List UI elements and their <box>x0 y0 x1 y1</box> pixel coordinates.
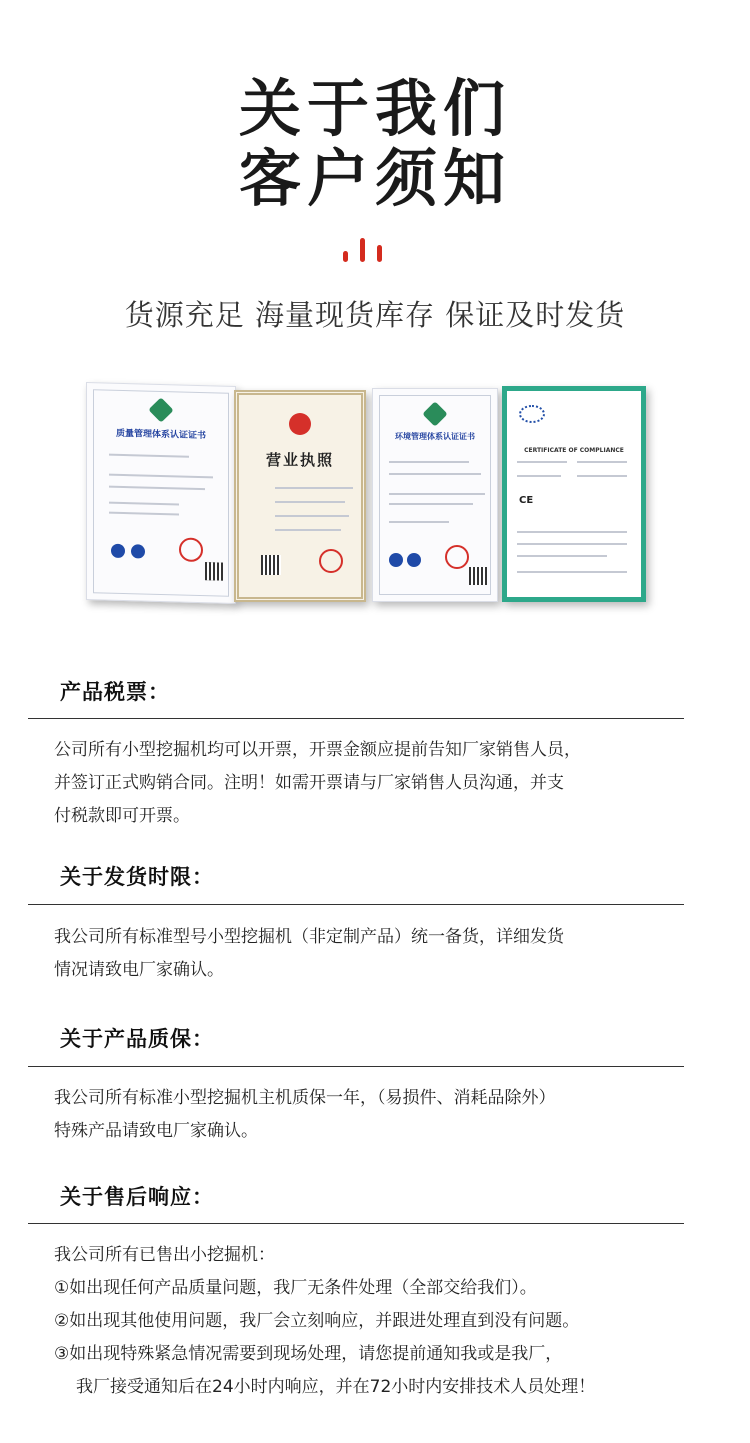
tagline: 货源充足 海量现货库存 保证及时发货 <box>124 298 626 332</box>
cert-heading: 环境管理体系认证证书 <box>395 432 475 441</box>
certificate-environment <box>372 388 498 602</box>
page-title: 关于我们 <box>238 72 511 145</box>
warranty-line: 特殊产品请致电厂家确认。 <box>54 1121 258 1141</box>
cnas-logo-icon <box>407 553 421 567</box>
after-sales-line: 我公司所有已售出小挖掘机： <box>54 1245 275 1265</box>
section-title-after-sales: 关于售后响应： <box>60 1185 214 1209</box>
shipping-line: 我公司所有标准型号小型挖掘机（非定制产品）统一备货，详细发货 <box>54 927 564 947</box>
qr-code-icon <box>469 567 487 585</box>
section-title-invoice: 产品税票： <box>60 680 170 704</box>
after-sales-line: ③如出现特殊紧急情况需要到现场处理，请您提前通知我或是我厂， <box>54 1344 563 1364</box>
section-title-shipping: 关于发货时限： <box>60 865 214 889</box>
red-seal-icon <box>319 549 343 573</box>
red-seal-icon <box>445 545 469 569</box>
divider <box>28 1223 684 1224</box>
national-emblem-icon <box>289 413 311 435</box>
cert-heading: 质量管理体系认证证书 <box>115 428 206 442</box>
qr-code-icon <box>205 562 223 580</box>
warranty-line: 我公司所有标准小型挖掘机主机质保一年，（易损件、消耗品除外） <box>54 1088 556 1108</box>
cnas-logo-icon <box>131 544 145 558</box>
page-subtitle: 客户须知 <box>238 142 511 215</box>
after-sales-line: 我厂接受通知后在24小时内响应，并在72小时内安排技术人员处理！ <box>76 1377 596 1397</box>
certificate-business-license <box>234 390 366 602</box>
divider <box>28 904 684 905</box>
certificate-gallery <box>82 382 648 604</box>
eu-stars-icon <box>519 405 545 423</box>
divider <box>28 1066 684 1067</box>
certificate-compliance <box>502 386 646 602</box>
divider <box>28 718 684 719</box>
cert-heading: CERTIFICATE OF COMPLIANCE <box>524 447 624 454</box>
cert-heading: 营业执照 <box>265 451 334 469</box>
iaf-logo-icon <box>389 553 403 567</box>
section-title-warranty: 关于产品质保： <box>60 1027 214 1051</box>
after-sales-line: ②如出现其他使用问题，我厂会立刻响应，并跟进处理直到没有问题。 <box>54 1311 580 1331</box>
ce-mark: CE <box>519 495 534 506</box>
accent-bars-icon <box>343 238 403 262</box>
iaf-logo-icon <box>111 544 125 558</box>
red-seal-icon <box>179 537 203 562</box>
qr-code-icon <box>261 555 281 575</box>
invoice-line: 公司所有小型挖掘机均可以开票，开票金额应提前告知厂家销售人员， <box>54 740 581 760</box>
certificate-quality <box>86 382 236 604</box>
invoice-line: 付税款即可开票。 <box>54 806 190 826</box>
shipping-line: 情况请致电厂家确认。 <box>54 960 224 980</box>
invoice-line: 并签订正式购销合同。注明！如需开票请与厂家销售人员沟通，并支 <box>54 773 564 793</box>
after-sales-line: ①如出现任何产品质量问题，我厂无条件处理（全部交给我们）。 <box>54 1278 537 1298</box>
